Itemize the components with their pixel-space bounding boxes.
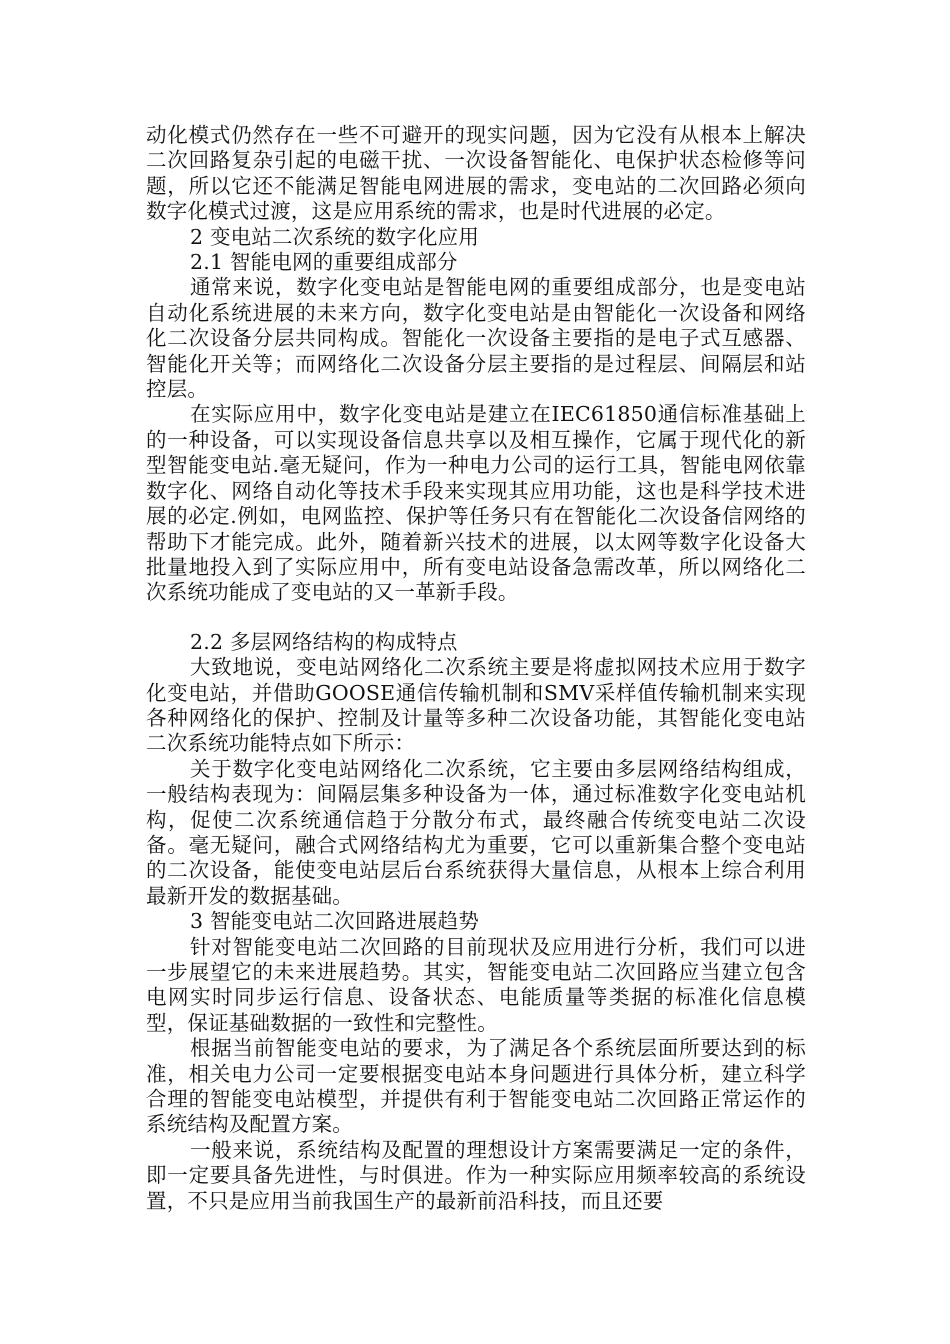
- document-body: [146, 123, 806, 1214]
- paragraph: 关于数字化变电站网络化二次系统，它主要由多层网络结构组成，一般结构表现为：间隔层集多种设备为一体，通过标准数字化变电站机构，促使二次系统通信趋于分散分布式，最终融合传统变电站二次设备。毫无疑问，融合式网络结构尤为重要，它可以重新集合整个变电站的二次设备，能使变电站层后台系统获得大量信息，从根本上综合利用最新开发的数据基础。: [146, 756, 806, 908]
- paragraph: 通常来说，数字化变电站是智能电网的重要组成部分，也是变电站自动化系统进展的未来方向，数字化变电站是由智能化一次设备和网络化二次设备分层共同构成。智能化一次设备主要指的是电子式互感器、智能化开关等；而网络化二次设备分层主要指的是过程层、间隔层和站控层。: [146, 275, 806, 402]
- paragraph: 一般来说，系统结构及配置的理想设计方案需要满足一定的条件，即一定要具备先进性，与时俱进。作为一种实际应用频率较高的系统设置，不只是应用当前我国生产的最新前沿科技，而且还要: [146, 1137, 806, 1213]
- section-heading-2: 2 变电站二次系统的数字化应用: [190, 224, 480, 249]
- paragraph: 根据当前智能变电站的要求，为了满足各个系统层面所要达到的标准，相关电力公司一定要根据变电站本身问题进行具体分析，建立科学合理的智能变电站模型，并提供有利于智能变电站二次回路正常运作的系统结构及配置方案。: [146, 1036, 806, 1137]
- paragraph: 在实际应用中，数字化变电站是建立在IEC61850通信标准基础上的一种设备，可以实现设备信息共享以及相互操作，它属于现代化的新型智能变电站.毫无疑问，作为一种电力公司的运行工具，智能电网依靠数字化、网络自动化等技术手段来实现其应用功能，这也是科学技术进展的必定.例如，电网监控、保护等任务只有在智能化二次设备信网络的帮助下才能完成。此外，随着新兴技术的进展，以太网等数字化设备大批量地投入到了实际应用中，所有变电站设备急需改革，所以网络化二次系统功能成了变电站的又一革新手段。: [146, 402, 806, 605]
- paragraph: 大致地说，变电站网络化二次系统主要是将虚拟网技术应用于数字化变电站，并借助GOOSE通信传输机制和SMV采样值传输机制来实现各种网络化的保护、控制及计量等多种二次设备功能，其智能化变电站二次系统功能特点如下所示：: [146, 655, 806, 756]
- subsection-heading-2-1: 2.1 智能电网的重要组成部分: [190, 250, 458, 275]
- section-heading-3: 3 智能变电站二次回路进展趋势: [190, 909, 480, 934]
- paragraph: 针对智能变电站二次回路的目前现状及应用进行分析，我们可以进一步展望它的未来进展趋势。其实，智能变电站二次回路应当建立包含电网实时同步运行信息、设备状态、电能质量等类据的标准化信息模型，保证基础数据的一致性和完整性。: [146, 934, 806, 1035]
- paragraph-gap: [146, 606, 806, 630]
- subsection-heading-2-2: 2.2 多层网络结构的构成特点: [190, 629, 458, 654]
- paragraph-continuation: 动化模式仍然存在一些不可避开的现实问题，因为它没有从根本上解决二次回路复杂引起的电磁干扰、一次设备智能化、电保护状态检修等问题，所以它还不能满足智能电网进展的需求，变电站的二次回路必须向数字化模式过渡，这是应用系统的需求，也是时代进展的必定。: [146, 123, 806, 224]
